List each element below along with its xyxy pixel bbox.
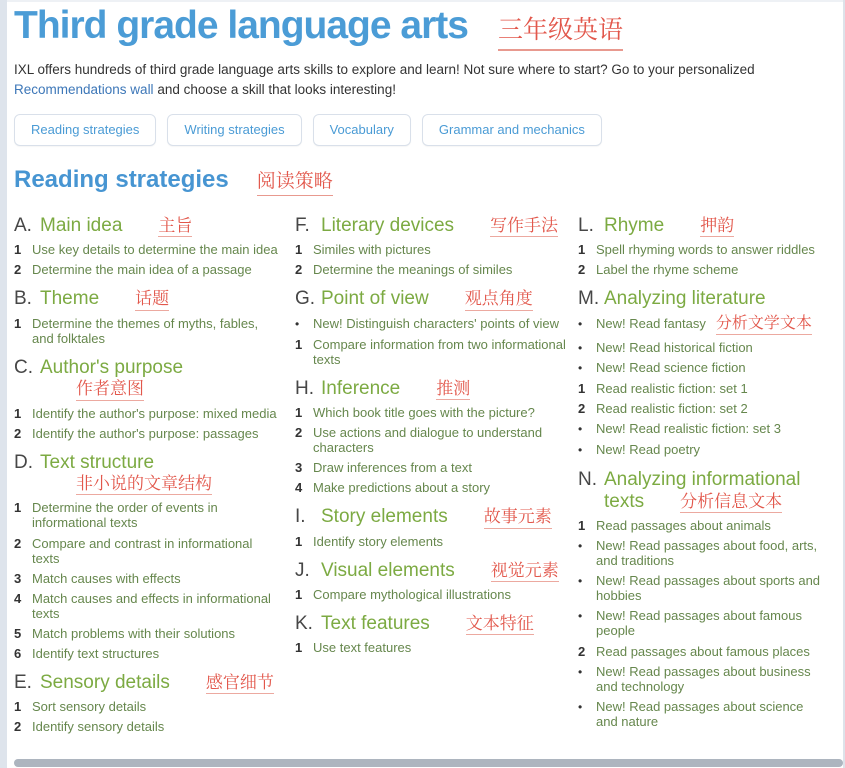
skill-item: [578, 360, 824, 376]
skill-item: [14, 626, 283, 641]
skill-number: 4: [295, 480, 303, 496]
skill-item: [14, 426, 283, 441]
skill-link[interactable]: Match causes and effects in informational texts: [32, 590, 271, 621]
skill-link[interactable]: New! Read realistic fiction: set 3: [596, 421, 781, 437]
category-letter: C.: [14, 356, 33, 378]
skill-item: [578, 421, 824, 437]
skill-link[interactable]: Spell rhyming words to answer riddles: [596, 242, 815, 258]
skills-grid: [14, 204, 836, 739]
skill-number: 1: [14, 699, 22, 715]
skill-item: [295, 480, 566, 495]
skill-link[interactable]: New! Read passages about food, arts, and traditions: [596, 538, 818, 569]
skill-number: 6: [14, 645, 22, 661]
recommendations-wall-link[interactable]: Recommendations wall: [14, 81, 154, 97]
skill-category: [14, 672, 283, 734]
skill-number: 2: [14, 425, 22, 441]
skill-list: [295, 587, 566, 602]
page-title: Third grade language arts: [14, 4, 468, 47]
skill-link[interactable]: Compare information from two informational texts: [313, 336, 566, 367]
skill-item: [14, 646, 283, 661]
skill-category: [295, 215, 566, 277]
skill-item: [578, 699, 824, 729]
skills-column: [14, 204, 295, 739]
skill-item: [14, 571, 283, 586]
skill-link[interactable]: Draw inferences from a text: [313, 460, 472, 476]
skill-link[interactable]: Compare mythological illustrations: [313, 586, 511, 602]
category-letter: N.: [578, 469, 597, 491]
tab-writing-strategies[interactable]: Writing strategies: [167, 114, 301, 146]
category-letter: E.: [14, 672, 32, 694]
skill-category: [295, 288, 566, 366]
skill-link[interactable]: Determine the meanings of similes: [313, 262, 513, 278]
skill-list: [14, 316, 283, 346]
skill-item: [295, 640, 566, 655]
page-title-zh-annotation: 三年级英语: [498, 10, 623, 51]
category-name-link[interactable]: Main idea: [40, 215, 123, 237]
skill-category: [578, 215, 824, 277]
skill-number: 1: [295, 336, 303, 352]
category-zh-annotation: 押韵: [700, 216, 734, 237]
category-heading: [14, 357, 283, 401]
skill-link[interactable]: New! Read historical fiction: [596, 339, 753, 355]
skill-item: [578, 442, 824, 458]
tab-reading-strategies[interactable]: Reading strategies: [14, 114, 156, 146]
tab-vocabulary[interactable]: Vocabulary: [313, 114, 411, 146]
category-name-link[interactable]: Theme: [40, 288, 100, 310]
category-zh-annotation: 观点角度: [465, 289, 533, 310]
skill-number: 5: [14, 625, 22, 641]
skill-list: [14, 242, 283, 277]
page-left-border: [0, 0, 7, 768]
skill-link[interactable]: Determine the order of events in informational texts: [32, 500, 218, 531]
bullet-marker: •: [578, 664, 583, 679]
skill-number: 3: [14, 570, 22, 586]
skill-link[interactable]: New! Read passages about famous people: [596, 608, 802, 639]
skill-category: [295, 613, 566, 655]
skill-link[interactable]: Read passages about animals: [596, 517, 771, 533]
tab-grammar-and-mechanics[interactable]: Grammar and mechanics: [422, 114, 602, 146]
skill-item: [295, 425, 566, 455]
skill-item: [578, 381, 824, 396]
skill-number: 1: [295, 533, 303, 549]
skill-number: 1: [295, 640, 303, 656]
skill-number: 2: [578, 643, 586, 659]
skill-link[interactable]: Use actions and dialogue to understand characters: [313, 425, 543, 456]
skill-item: [578, 608, 824, 638]
skill-item: [578, 401, 824, 416]
bullet-marker: •: [578, 361, 583, 376]
main-content: [14, 4, 836, 739]
skill-list: [14, 500, 283, 661]
category-heading: [295, 560, 566, 582]
category-zh-annotation: 文本特征: [466, 614, 534, 635]
category-heading: [578, 215, 824, 237]
skill-category: [14, 357, 283, 441]
category-zh-annotation: 非小说的文章结构: [76, 474, 212, 495]
skill-category: [14, 215, 283, 277]
skill-item: [295, 460, 566, 475]
skill-link[interactable]: Identify the author's purpose: mixed media: [32, 405, 277, 421]
skill-item: [578, 644, 824, 659]
intro-text-after: and choose a skill that looks interesting!: [153, 81, 396, 97]
skill-list: [295, 242, 566, 277]
skill-item: [295, 242, 566, 257]
category-heading: [295, 288, 566, 310]
category-zh-annotation: 感官细节: [206, 673, 274, 694]
category-heading: [578, 288, 824, 309]
skill-number: 2: [578, 262, 586, 278]
skill-category: [14, 288, 283, 345]
category-heading: [295, 506, 566, 528]
skill-number: 2: [14, 535, 22, 551]
skill-number: 1: [295, 242, 303, 258]
skill-item: [578, 573, 824, 603]
skill-link[interactable]: Determine the main idea of a passage: [32, 262, 252, 278]
category-heading: [295, 613, 566, 635]
category-name-link[interactable]: Point of view: [321, 288, 429, 310]
skill-link[interactable]: Identify sensory details: [32, 719, 165, 735]
skill-link[interactable]: New! Distinguish characters' points of view: [313, 315, 559, 331]
category-heading: [14, 215, 283, 237]
skill-item: [14, 406, 283, 421]
skill-list: [14, 699, 283, 734]
skill-item: [14, 500, 283, 530]
category-name-link[interactable]: Text structure: [40, 451, 155, 473]
skill-item: [578, 538, 824, 568]
skill-category: [578, 469, 824, 729]
category-tabs: [14, 114, 836, 146]
category-letter: D.: [14, 451, 33, 473]
skill-link[interactable]: Which book title goes with the picture?: [313, 404, 535, 420]
bullet-marker: •: [578, 316, 583, 331]
skill-link[interactable]: Read passages about famous places: [596, 643, 810, 659]
bullet-marker: •: [578, 443, 583, 458]
skill-category: [295, 506, 566, 548]
category-letter: G.: [295, 288, 316, 310]
skill-zh-annotation: 分析文学文本: [716, 315, 812, 335]
skill-number: 3: [295, 460, 303, 476]
skill-link[interactable]: Sort sensory details: [32, 699, 147, 715]
skill-category: [295, 560, 566, 602]
category-heading: [295, 215, 566, 237]
skill-list: [14, 406, 283, 441]
skill-number: 4: [14, 590, 22, 606]
skill-number: 1: [578, 517, 586, 533]
category-zh-annotation: 作者意图: [76, 379, 144, 400]
bullet-marker: •: [578, 539, 583, 554]
skill-link[interactable]: New! Read passages about science and nature: [596, 698, 804, 729]
category-letter: K.: [295, 612, 313, 634]
skill-link[interactable]: Label the rhyme scheme: [596, 262, 739, 278]
category-name-link[interactable]: Visual elements: [321, 559, 455, 581]
skill-number: 1: [14, 315, 22, 331]
category-heading: [14, 452, 283, 496]
skill-link[interactable]: New! Read science fiction: [596, 360, 746, 376]
skill-category: [295, 378, 566, 496]
category-heading: [295, 378, 566, 400]
skill-item: [295, 262, 566, 277]
skill-item: [578, 315, 824, 335]
category-zh-annotation: 主旨: [158, 216, 192, 237]
bullet-marker: •: [578, 574, 583, 589]
category-heading: [14, 288, 283, 310]
category-zh-annotation: 写作手法: [490, 216, 558, 237]
skill-number: 1: [578, 242, 586, 258]
skill-number: 1: [14, 405, 22, 421]
skill-list: [578, 242, 824, 277]
skill-item: [14, 591, 283, 621]
category-letter: H.: [295, 377, 314, 399]
category-name-link[interactable]: Rhyme: [604, 215, 665, 237]
category-name-link[interactable]: Literary devices: [321, 215, 455, 237]
category-zh-annotation: 故事元素: [484, 507, 552, 528]
bullet-marker: •: [295, 316, 300, 331]
category-name-link[interactable]: Sensory details: [40, 672, 170, 694]
skill-list: [295, 405, 566, 495]
section-title: Reading strategies: [14, 166, 229, 194]
skill-item: [14, 262, 283, 277]
category-letter: I.: [295, 506, 306, 528]
skill-item: [578, 242, 824, 257]
skill-category: [14, 452, 283, 661]
horizontal-scrollbar[interactable]: [14, 759, 843, 767]
category-heading: [578, 469, 824, 513]
skill-number: 2: [295, 425, 303, 441]
category-zh-annotation: 视觉元素: [491, 561, 559, 582]
category-letter: J.: [295, 559, 310, 581]
skill-number: 2: [14, 719, 22, 735]
category-name-link[interactable]: Inference: [321, 377, 401, 399]
skill-link[interactable]: Determine the themes of myths, fables, and folktales: [32, 315, 259, 346]
page-top-border: [0, 0, 845, 2]
skill-link[interactable]: Identify text structures: [32, 645, 160, 661]
skill-link[interactable]: Read realistic fiction: set 1: [596, 381, 748, 397]
skill-item: [578, 262, 824, 277]
bullet-marker: •: [578, 699, 583, 714]
category-letter: F.: [295, 215, 310, 237]
intro-text-before: IXL offers hundreds of third grade language arts skills to explore and learn! Not sure where to start? Go to your personalized: [14, 62, 755, 77]
category-name-link[interactable]: Analyzing literature: [604, 288, 766, 310]
skills-column: [295, 204, 578, 739]
skill-item: [295, 534, 566, 549]
skill-item: [578, 518, 824, 533]
bullet-marker: •: [578, 609, 583, 624]
skill-link[interactable]: Use key details to determine the main idea: [32, 242, 278, 258]
category-zh-annotation: 分析信息文本: [680, 492, 782, 513]
skill-number: 1: [14, 500, 22, 516]
skill-item: [295, 405, 566, 420]
category-letter: A.: [14, 215, 32, 237]
bullet-marker: •: [578, 340, 583, 355]
skill-number: 1: [295, 586, 303, 602]
skill-item: [14, 536, 283, 566]
skill-item: [578, 340, 824, 356]
skill-item: [295, 337, 566, 367]
category-letter: B.: [14, 288, 32, 310]
skill-link[interactable]: Use text features: [313, 640, 412, 656]
category-zh-annotation: 话题: [135, 289, 169, 310]
skill-link[interactable]: Match problems with their solutions: [32, 625, 236, 641]
section-heading-row: [14, 166, 836, 196]
skill-link[interactable]: Identify story elements: [313, 533, 444, 549]
skill-number: 2: [295, 262, 303, 278]
skill-item: [14, 719, 283, 734]
skill-number: 2: [578, 401, 586, 417]
skill-category: [578, 288, 824, 458]
category-name-link[interactable]: Author's purpose: [40, 356, 184, 378]
skill-list: [578, 518, 824, 729]
title-row: [14, 4, 836, 51]
skill-link[interactable]: Compare and contrast in informational texts: [32, 535, 253, 566]
skill-item: [295, 316, 566, 332]
skill-list: [295, 640, 566, 655]
skill-item: [578, 664, 824, 694]
skill-number: 1: [14, 242, 22, 258]
skill-number: 1: [295, 404, 303, 420]
skill-link[interactable]: New! Read passages about business and technology: [596, 663, 811, 694]
skill-link[interactable]: Make predictions about a story: [313, 480, 491, 496]
skills-column: [578, 204, 836, 739]
skill-list: [295, 534, 566, 549]
skill-link[interactable]: Match causes with effects: [32, 570, 181, 586]
category-name-link[interactable]: Story elements: [321, 506, 448, 528]
skill-link[interactable]: New! Read passages about sports and hobbies: [596, 573, 821, 604]
skill-number: 1: [578, 381, 586, 397]
skill-item: [14, 242, 283, 257]
skill-link[interactable]: New! Read poetry: [596, 442, 701, 458]
skill-list: [578, 315, 824, 458]
category-letter: M.: [578, 288, 600, 310]
category-letter: L.: [578, 215, 594, 237]
skill-item: [14, 699, 283, 714]
skill-item: [295, 587, 566, 602]
category-name-link[interactable]: Analyzing informational texts: [604, 469, 801, 512]
intro-text: [14, 60, 766, 99]
category-zh-annotation: 推测: [436, 379, 470, 400]
skill-link[interactable]: Identify the author's purpose: passages: [32, 425, 259, 441]
skill-list: [295, 316, 566, 367]
section-title-zh-annotation: 阅读策略: [257, 166, 333, 196]
category-name-link[interactable]: Text features: [321, 612, 430, 634]
category-heading: [14, 672, 283, 694]
bullet-marker: •: [578, 422, 583, 437]
skill-link[interactable]: New! Read fantasy: [596, 315, 706, 331]
skill-number: 2: [14, 262, 22, 278]
skill-link[interactable]: Read realistic fiction: set 2: [596, 401, 748, 417]
skill-link[interactable]: Similes with pictures: [313, 242, 431, 258]
skill-item: [14, 316, 283, 346]
